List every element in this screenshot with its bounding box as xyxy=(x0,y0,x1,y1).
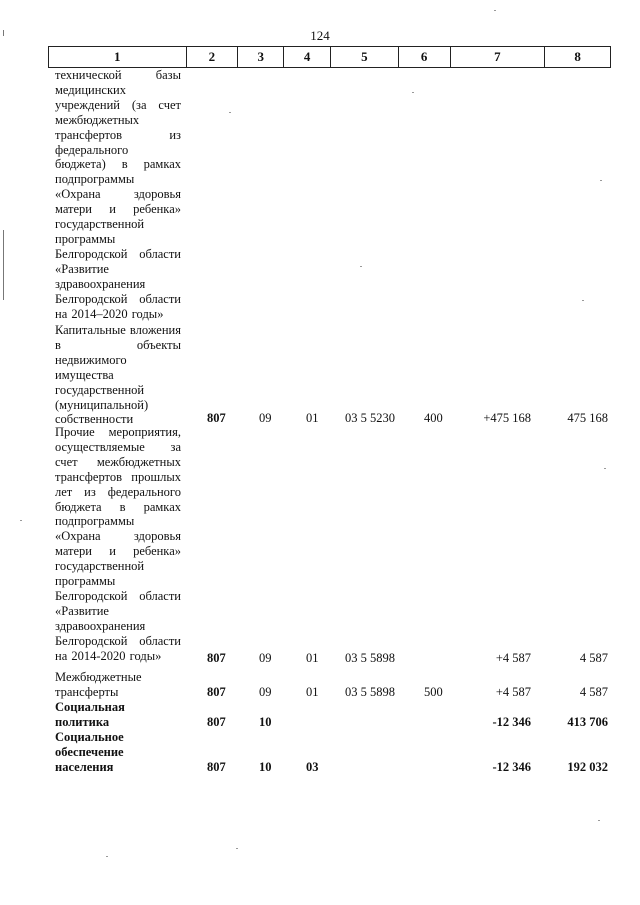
header-col-6: 6 xyxy=(399,47,451,67)
cell-total: 192 032 xyxy=(567,760,608,774)
cell-subsection: 03 xyxy=(306,760,319,774)
cell-total: 413 706 xyxy=(567,715,608,729)
table-row-desc: Прочие мероприятия, осуществляемые за счет межбюджетных трансфертов прошлых лет из федерального бюджета в рамках подпрограммы «Охрана здоровья матери и ребенка» государственной программы Белгородской области «Развитие здравоохранения Белгородской области на 2014-2020 годы» xyxy=(55,425,181,663)
cell-total: 4 587 xyxy=(579,685,608,699)
scan-speck xyxy=(229,112,231,113)
scan-speck xyxy=(360,266,362,267)
cell-section: 10 xyxy=(259,760,272,774)
cell-change: -12 346 xyxy=(492,760,531,774)
header-col-3: 3 xyxy=(238,47,284,67)
header-col-8: 8 xyxy=(574,49,581,64)
table-row-desc: Межбюджетные трансферты xyxy=(55,670,142,699)
cell-target: 03 5 5898 xyxy=(345,651,395,665)
cell-change: -12 346 xyxy=(492,715,531,729)
cell-code: 807 xyxy=(207,685,226,699)
cell-subsection: 01 xyxy=(306,651,319,665)
scan-speck xyxy=(604,468,606,469)
scan-edge-mark xyxy=(3,30,4,36)
cell-change: +4 587 xyxy=(495,651,531,665)
cell-expense-type: 500 xyxy=(424,685,443,699)
table-row-desc: Капитальные вложения в объекты недвижимого имущества государственной (муниципальной) собственности xyxy=(55,323,181,427)
cell-subsection: 01 xyxy=(306,685,319,699)
scan-speck xyxy=(600,180,602,181)
scan-speck xyxy=(20,520,22,521)
header-col-2: 2 xyxy=(187,47,239,67)
scan-speck xyxy=(598,820,600,821)
table-header xyxy=(48,46,611,68)
cell-section: 10 xyxy=(259,715,272,729)
cell-change: +4 587 xyxy=(495,685,531,699)
scan-speck xyxy=(236,848,238,849)
cell-expense-type: 400 xyxy=(424,411,443,425)
cell-code: 807 xyxy=(207,651,226,665)
table-row-desc: Социальная политика xyxy=(55,700,125,729)
scan-speck xyxy=(412,92,414,93)
header-col-5: 5 xyxy=(331,47,399,67)
cell-subsection: 01 xyxy=(306,411,319,425)
table-row-desc: технической базы медицинских учреждений (за счет межбюджетных трансфертов из федерального бюджета) в рамках подпрограммы «Охрана здоровья матери и ребенка» государственной программы Белгородской области «Развитие здравоохранения Белгородской области на 2014–2020 годы» xyxy=(55,68,181,321)
cell-change: +475 168 xyxy=(483,411,531,425)
header-col-1: 1 xyxy=(49,47,187,67)
cell-section: 09 xyxy=(259,651,272,665)
scan-speck xyxy=(582,300,584,301)
table-row-desc: Социальное обеспечение населения xyxy=(55,730,124,774)
cell-code: 807 xyxy=(207,411,226,425)
cell-target: 03 5 5898 xyxy=(345,685,395,699)
header-col-4: 4 xyxy=(284,47,331,67)
scan-edge-mark xyxy=(3,230,4,300)
header-col-7: 7 xyxy=(451,47,546,67)
cell-code: 807 xyxy=(207,715,226,729)
cell-section: 09 xyxy=(259,411,272,425)
cell-section: 09 xyxy=(259,685,272,699)
scan-speck xyxy=(106,856,108,857)
scan-speck xyxy=(494,10,496,11)
cell-total: 4 587 xyxy=(579,651,608,665)
cell-code: 807 xyxy=(207,760,226,774)
cell-total: 475 168 xyxy=(567,411,608,425)
cell-target: 03 5 5230 xyxy=(345,411,395,425)
page-number: 124 xyxy=(310,28,330,43)
